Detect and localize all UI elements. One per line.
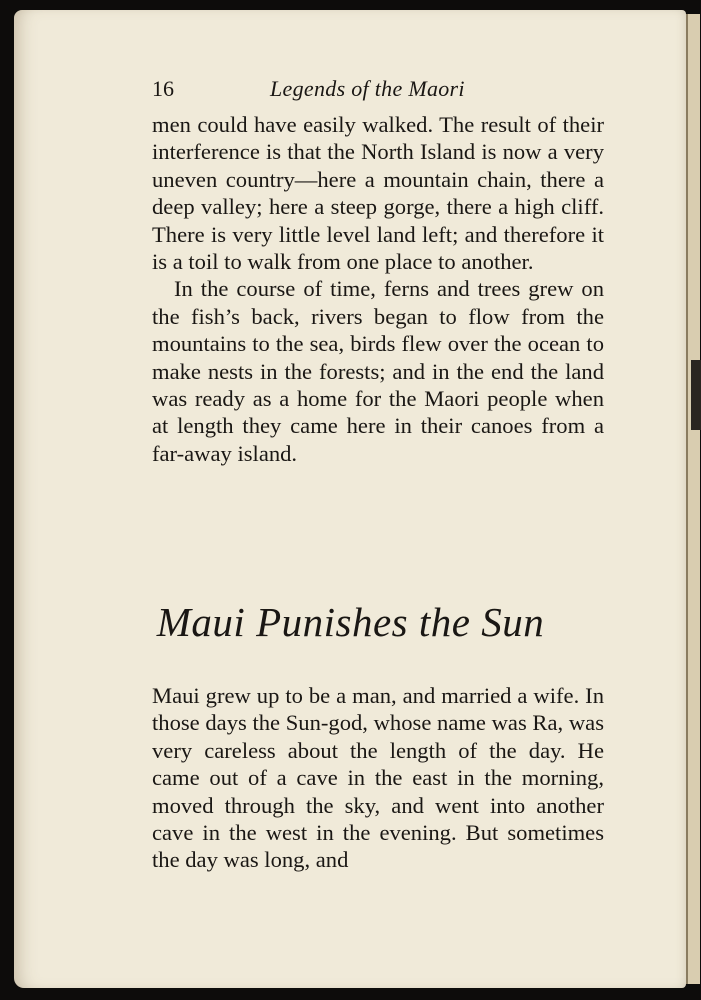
text-block-bottom [152,682,604,874]
chapter-title: Maui Punishes the Sun [156,599,545,645]
paragraph: In the course of time, ferns and trees grew on the fish’s back, rivers began to flow from the mountains to the sea, birds flew over the ocean to make nests in the forests; and in the end the land was ready as a home for the Maori people when at length they came here in their canoes from a far-away island. [152,276,604,466]
page-header [152,74,604,106]
paragraph: Maui grew up to be a man, and married a wife. In those days the Sun-god, whose name was Ra, was very careless about the length of the day. He came out of a cave in the east in the morning, moved through the sky, and went into another cave in the west in the evening. But sometimes the day was long, and [152,683,604,873]
text-block-top [152,111,604,467]
page-edge [686,14,700,984]
running-head: Legends of the Maori [270,76,465,101]
page-number: 16 [152,76,174,101]
edge-mark [691,360,701,430]
paragraph: men could have easily walked. The result of their interference is that the North Island is now a very uneven country—here a mountain chain, there a deep valley; here a steep gorge, there a high cliff. There is very little level land left; and therefore it is a toil to walk from one place to another. [152,112,604,275]
